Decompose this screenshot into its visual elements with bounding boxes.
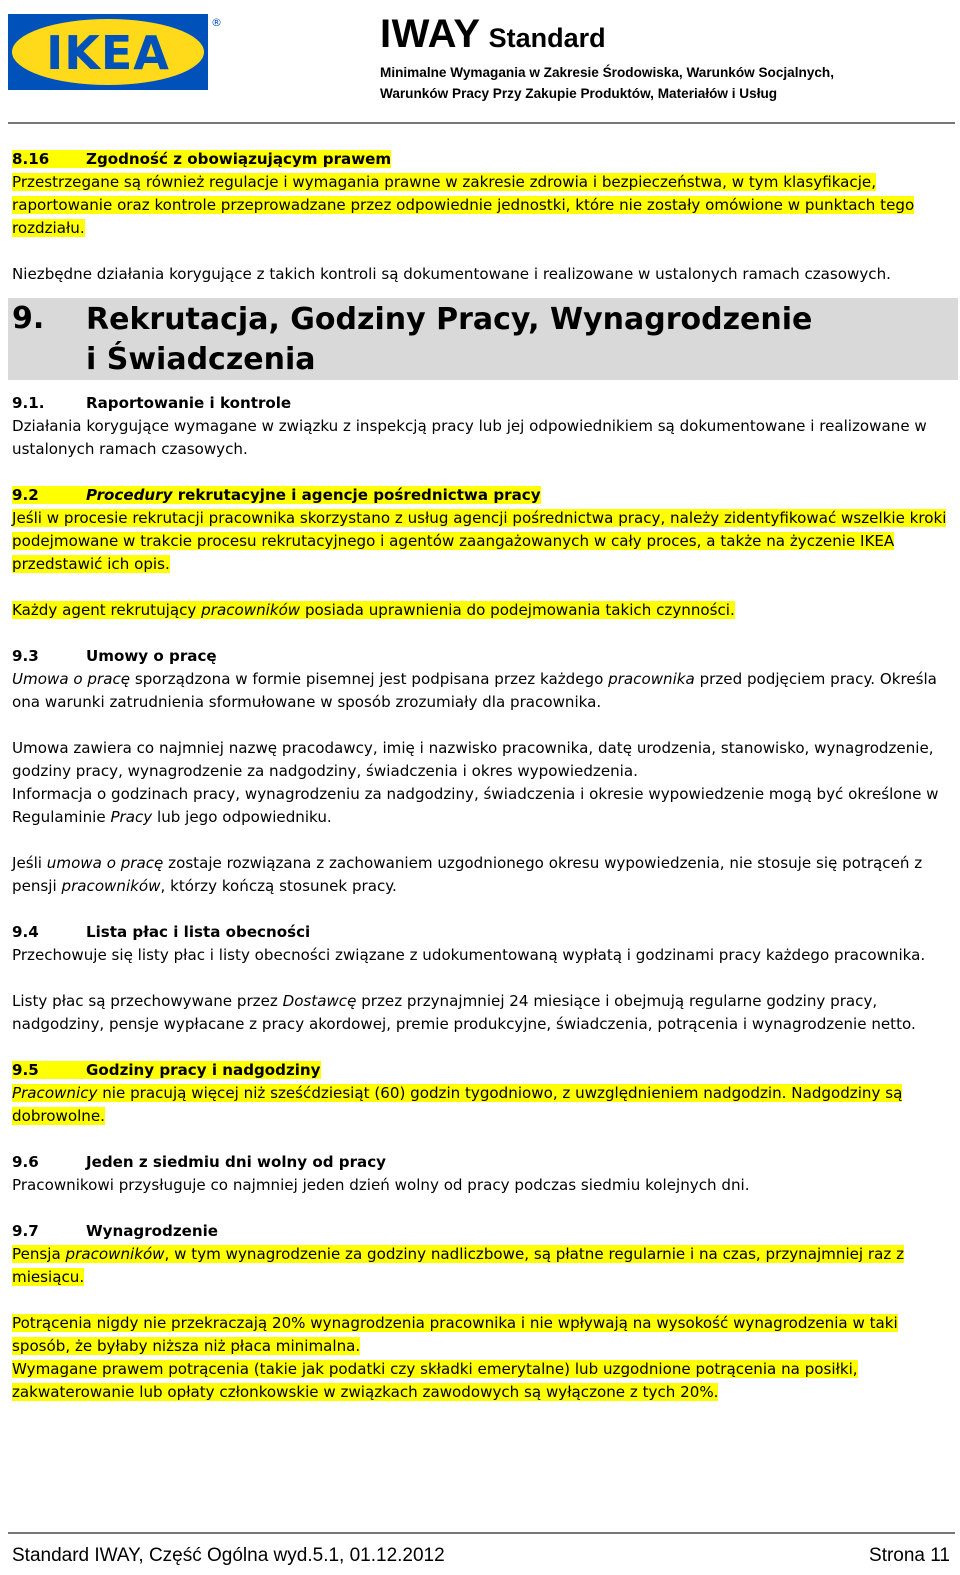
- title-sub: Standard: [488, 23, 606, 53]
- header-subtitle: [380, 62, 955, 104]
- section-heading-9-3: 9.3 Umowy o pracę: [12, 647, 217, 665]
- section-8-16-paragraph-2: Niezbędne działania korygujące z takich kontroli są dokumentowane i realizowane w ustalonych ramach czasowych.: [12, 265, 891, 283]
- section-heading-9-5: 9.5 Godziny pracy i nadgodziny: [12, 1061, 321, 1079]
- section-9-6-paragraph-1: Pracownikowi przysługuje co najmniej jeden dzień wolny od pracy podczas siedmiu kolejnych dni.: [12, 1176, 750, 1194]
- section-9-1-paragraph-1: Działania korygujące wymagane w związku z inspekcją pracy lub jej odpowiednikiem są dokumentowane i realizowane w ustalonych ramach czasowych.: [12, 417, 927, 458]
- footer-page-number: Strona 11: [869, 1545, 950, 1566]
- section-9-3-paragraph-2: Umowa zawiera co najmniej nazwę pracodawcy, imię i nazwisko pracownika, datę urodzenia, stanowisko, wynagrodzenie, godziny pracy, wynagrodzenie za nadgodziny, świadczenia i okres wypowiedzenia.: [12, 739, 934, 780]
- chapter-title: Rekrutacja, Godziny Pracy, Wynagrodzenie i Świadczenia: [86, 302, 813, 377]
- section-heading-9-1: 9.1. Raportowanie i kontrole: [12, 394, 292, 412]
- ikea-logo: [8, 12, 222, 92]
- section-9-4-paragraph-2: Listy płac są przechowywane przez Dostawcę przez przynajmniej 24 miesiące i obejmują regularne godziny pracy, nadgodziny, pensje wypłacane z pracy akordowej, premie produkcyjne, świadczenia, potrącenia i wynagrodzenie netto.: [12, 992, 916, 1033]
- section-9-3-paragraph-4: Jeśli umowa o pracę zostaje rozwiązana z zachowaniem uzgodnionego okresu wypowiedzenia, nie stosuje się potrąceń z pensji pracowników, którzy kończą stosunek pracy.: [12, 854, 923, 895]
- section-9-7-paragraph-2: Potrącenia nigdy nie przekraczają 20% wynagrodzenia pracownika i nie wpływają na wysokość wynagrodzenia w taki sposób, że byłaby niższa niż płaca minimalna.: [12, 1314, 898, 1355]
- section-heading-9-2: 9.2 Procedury rekrutacyjne i agencje pośrednictwa pracy: [12, 486, 541, 504]
- section-heading-9-6: 9.6 Jeden z siedmiu dni wolny od pracy: [12, 1153, 386, 1171]
- section-8-16-paragraph-1: Przestrzegane są również regulacje i wymagania prawne w zakresie zdrowia i bezpieczeństwa, w tym klasyfikacje, raportowanie oraz kontrole przeprowadzane przez odpowiednie jednostki, które nie zostały omówione w punktach tego rozdziału.: [12, 173, 915, 237]
- header-divider: [8, 122, 955, 124]
- section-heading-9-7: 9.7 Wynagrodzenie: [12, 1222, 219, 1240]
- section-heading-9-4: 9.4 Lista płac i lista obecności: [12, 923, 311, 941]
- section-heading-8-16: 8.16 Zgodność z obowiązującym prawem: [12, 150, 392, 168]
- header-title: [380, 12, 606, 57]
- section-9-7-paragraph-1: Pensja pracowników, w tym wynagrodzenie za godziny nadliczbowe, są płatne regularnie i na czas, przynajmniej raz z miesiącu.: [12, 1245, 905, 1286]
- footer-document-id: Standard IWAY, Część Ogólna wyd.5.1, 01.12.2012: [12, 1545, 445, 1566]
- subtitle-line-1: Minimalne Wymagania w Zakresie Środowiska, Warunków Socjalnych,: [380, 65, 835, 80]
- chapter-number: 9.: [12, 301, 45, 336]
- section-9-4-paragraph-1: Przechowuje się listy płac i listy obecności związane z udokumentowaną wypłatą i godzinami pracy każdego pracownika.: [12, 946, 926, 964]
- section-9-5-paragraph-1: Pracownicy nie pracują więcej niż sześćdziesiąt (60) godzin tygodniowo, z uwzględnieniem nadgodzin. Nadgodziny są dobrowolne.: [12, 1084, 903, 1125]
- footer-divider: [8, 1532, 955, 1534]
- chapter-9-banner: [8, 298, 958, 380]
- section-9-7-paragraph-3: Wymagane prawem potrącenia (takie jak podatki czy składki emerytalne) lub uzgodnione potrącenia na posiłki, zakwaterowanie lub opłaty członkowskie w związkach zawodowych są wyłączone z tych 20%.: [12, 1360, 858, 1401]
- logo-text: IKEA: [46, 26, 170, 80]
- document-body: [12, 148, 954, 1404]
- section-9-3-paragraph-3: Informacja o godzinach pracy, wynagrodzeniu za nadgodziny, świadczenia i okresie wypowiedzenie mogą być określone w Regulaminie Pracy lub jego odpowiedniku.: [12, 785, 939, 826]
- section-9-2-paragraph-2: Każdy agent rekrutujący pracowników posiada uprawnienia do podejmowania takich czynności.: [12, 601, 735, 619]
- section-9-2-paragraph-1: Jeśli w procesie rekrutacji pracownika skorzystano z usług agencji pośrednictwa pracy, należy zidentyfikować wszelkie kroki podejmowane w trakcie procesu rekrutacyjnego i agentów zaangażowanych w cały proces, a także na życzenie IKEA przedstawić ich opis.: [12, 509, 947, 573]
- title-main: IWAY: [380, 12, 481, 56]
- subtitle-line-2: Warunków Pracy Przy Zakupie Produktów, Materiałów i Usług: [380, 86, 778, 101]
- registered-mark: ®: [211, 16, 222, 29]
- section-9-3-paragraph-1: Umowa o pracę sporządzona w formie pisemnej jest podpisana przez każdego pracownika przed podjęciem pracy. Określa ona warunki zatrudnienia sformułowane w sposób zrozumiały dla pracownika.: [12, 670, 937, 711]
